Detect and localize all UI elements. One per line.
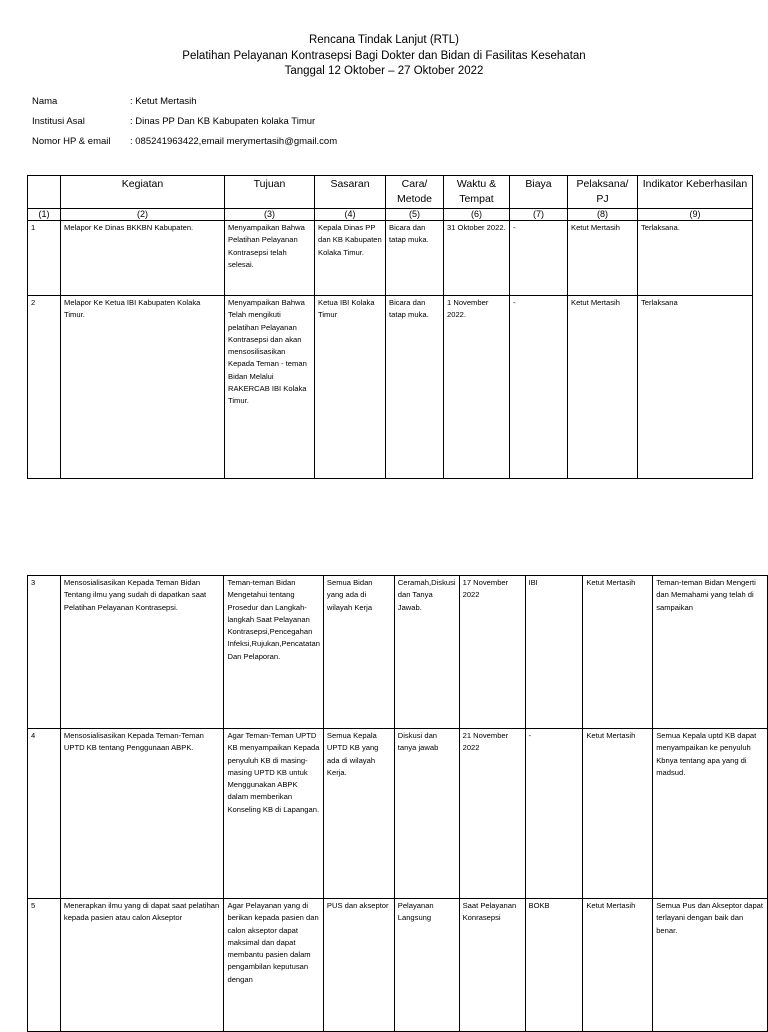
number-cell: (6) [444,209,510,221]
header-cell: Indikator Keberhasilan [638,176,753,209]
table-cell: Kepala Dinas PP dan KB Kabupaten Kolaka Timur. [315,221,386,296]
header-cell: Pelaksana/ PJ [568,176,638,209]
table-cell: Agar Pelayanan yang di berikan kepada pasien dan calon akseptor dapat maksimal dan dapat membantu pasien dalam pengambilan keputusan dengan [224,899,323,1032]
table-cell: Bicara dan tatap muka. [386,296,444,479]
table-cell: Diskusi dan tanya jawab [394,729,459,899]
table-cell: Ketut Mertasih [583,729,653,899]
info-institusi-value: : Dinas PP Dan KB Kabupaten kolaka Timur [130,116,316,127]
table-cell: Ketut Mertasih [583,899,653,1032]
table-row [28,221,753,296]
table-cell: Mensosialisasikan Kepada Teman Bidan Tentang ilmu yang sudah di dapatkan saat Pelatihan Pelayanan Kontrasepsi. [60,576,224,729]
table-cell: 31 Oktober 2022. [444,221,510,296]
table-cell: 3 [28,576,61,729]
header-cell: Cara/ Metode [386,176,444,209]
header-cell: Waktu & Tempat [444,176,510,209]
table-cell: 1 November 2022. [444,296,510,479]
table-cell: Ketut Mertasih [568,221,638,296]
table-cell: Semua Kepala uptd KB dapat menyampaikan ke penyuluh Kbnya tentang apa yang di madsud. [653,729,768,899]
number-cell: (3) [225,209,315,221]
info-institusi-label: Institusi Asal [32,116,85,127]
table-cell: Agar Teman-Teman UPTD KB menyampaikan Kepada penyuluh KB di masing-masing UPTD KB untuk Menggunakan ABPK dalam memberikan Konseling KB di Lapangan. [224,729,323,899]
table-cell: Semua Kepala UPTD KB yang ada di wilayah Kerja. [323,729,394,899]
table-cell: BOKB [525,899,583,1032]
number-cell: (5) [386,209,444,221]
table-row [28,576,768,729]
table-cell: 21 November 2022 [459,729,525,899]
header-cell [28,176,61,209]
header-cell: Sasaran [315,176,386,209]
table-cell: Mensosialisasikan Kepada Teman-Teman UPTD KB tentang Penggunaan ABPK. [60,729,224,899]
document-subtitle: Pelatihan Pelayanan Kontrasepsi Bagi Dokter dan Bidan di Fasilitas Kesehatan [182,50,586,62]
number-cell: (8) [568,209,638,221]
table-cell: Saat Pelayanan Konrasepsi [459,899,525,1032]
table-cell: Semua Pus dan Akseptor dapat terlayani dengan baik dan benar. [653,899,768,1032]
number-cell: (9) [638,209,753,221]
table-cell: Menerapkan ilmu yang di dapat saat pelatihan kepada pasien atau calon Akseptor [60,899,224,1032]
table-cell: 4 [28,729,61,899]
header-cell: Biaya [510,176,568,209]
info-nama-label: Nama [32,96,58,107]
table-cell: 17 November 2022 [459,576,525,729]
table-cell: Terlaksana. [638,221,753,296]
table-cell: Terlaksana [638,296,753,479]
table-cell: Ketut Mertasih [568,296,638,479]
info-institusi [32,116,315,127]
table-cell: Bicara dan tatap muka. [386,221,444,296]
document-title: Rencana Tindak Lanjut (RTL) [308,34,459,46]
info-nama-value: : Ketut Mertasih [130,96,197,107]
table-cell: Ceramah,Diskusi dan Tanya Jawab. [394,576,459,729]
document-date: Tanggal 12 Oktober – 27 Oktober 2022 [284,65,484,77]
table-cell: IBI [525,576,583,729]
rtl-table-page-1 [27,175,753,479]
table-cell: Melapor Ke Ketua IBI Kabupaten Kolaka Timur. [61,296,225,479]
number-cell: (7) [510,209,568,221]
table-cell: 1 [28,221,61,296]
table-cell: PUS dan akseptor [323,899,394,1032]
table-number-row [28,209,753,221]
number-cell: (4) [315,209,386,221]
table-cell: 2 [28,296,61,479]
number-cell: (1) [28,209,61,221]
table-row [28,899,768,1032]
info-kontak [32,136,337,147]
table-header-row [28,176,753,209]
table-cell: - [510,221,568,296]
table-cell: 5 [28,899,61,1032]
table-cell: Teman-teman Bidan Mengetahui tentang Prosedur dan Langkah-langkah Saat Pelayanan Kontrasepsi,Pencegahan Infeksi,Rujukan,Pencatatan Dan Pelaporan. [224,576,323,729]
table-row [28,729,768,899]
table-cell: Pelayanan Langsung [394,899,459,1032]
table-cell: Menyampaikan Bahwa Telah mengikuti pelatihan Pelayanan Kontrasepsi dan akan mensosilisasikan Kepada Teman - teman Bidan Melalui RAKERCAB IBI Kolaka Timur. [225,296,315,479]
table-cell: - [525,729,583,899]
info-kontak-label: Nomor HP & email [32,136,111,147]
rtl-table-page-2 [27,575,768,1032]
info-nama [32,96,197,107]
table-cell: Ketut Mertasih [583,576,653,729]
info-kontak-value: : 085241963422,email merymertasih@gmail.com [130,136,338,147]
table-cell: Melapor Ke Dinas BKKBN Kabupaten. [61,221,225,296]
number-cell: (2) [61,209,225,221]
table-cell: Semua Bidan yang ada di wilayah Kerja [323,576,394,729]
header-cell: Tujuan [225,176,315,209]
table-cell: Ketua IBI Kolaka Timur [315,296,386,479]
table-cell: Menyampaikan Bahwa Pelatihan Pelayanan Kontrasepsi telah selesai. [225,221,315,296]
table-cell: Teman-teman Bidan Mengerti dan Memahami yang telah di sampaikan [653,576,768,729]
header-cell: Kegiatan [61,176,225,209]
table-cell: - [510,296,568,479]
table-row [28,296,753,479]
